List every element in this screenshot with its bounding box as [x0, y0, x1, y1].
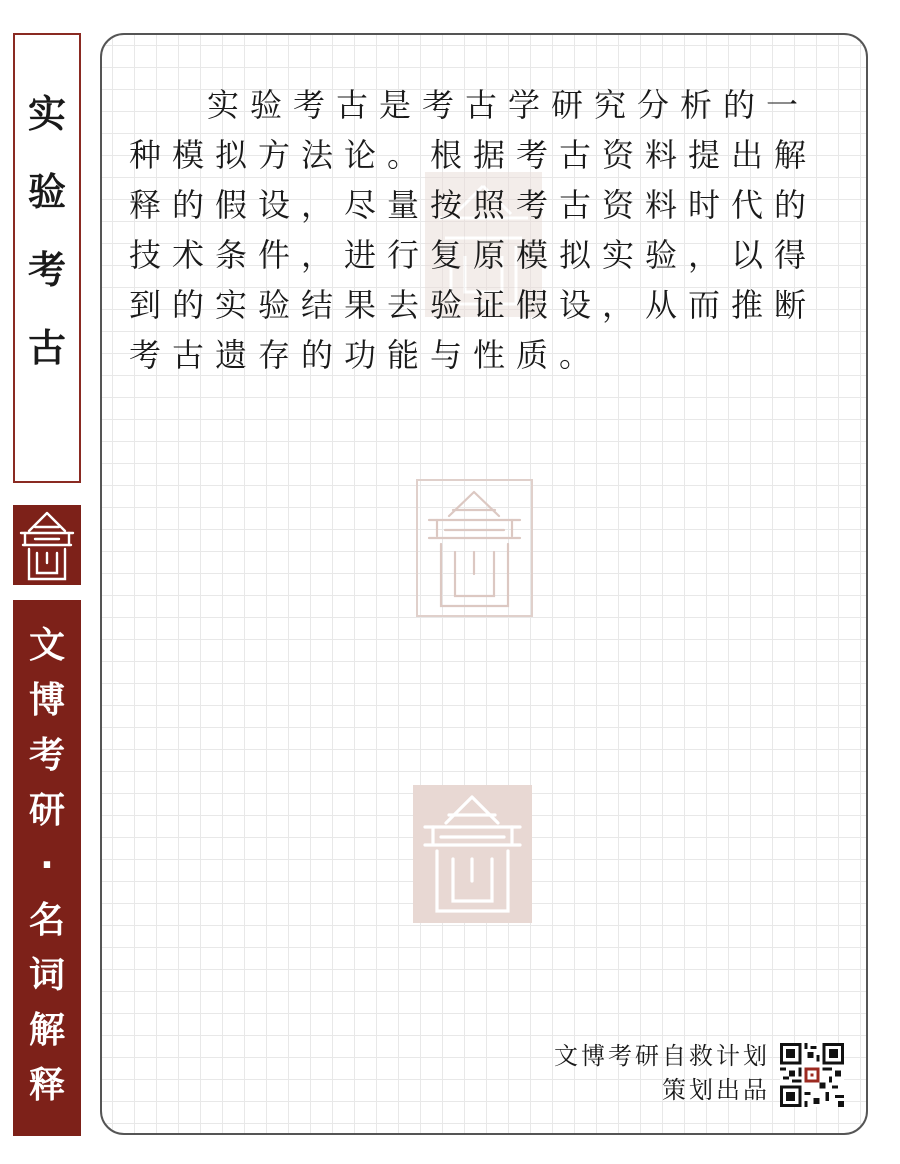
- definition-text: 实验考古是考古学研究分析的一种模拟方法论。根据考古资料提出解释的假设，尽量按照考古资料时代的技术条件，进行复原模拟实验，以得到的实验结果去验证假设，从而推断考古遗存的功能与性质。: [129, 86, 818, 374]
- qr-code-icon[interactable]: [780, 1043, 844, 1107]
- seal-logo-icon: [13, 505, 81, 585]
- banner-char: 考: [28, 735, 65, 776]
- banner-char: 研: [28, 790, 65, 831]
- grid-paper-card: [100, 33, 868, 1135]
- banner-char: 解: [28, 1010, 65, 1051]
- banner-char: 名: [28, 900, 65, 941]
- banner-char: ·: [40, 845, 54, 886]
- credit-line-presents: 策划出品: [662, 1076, 770, 1104]
- banner-char: 文: [28, 625, 65, 666]
- term-title-char: 实: [27, 92, 66, 136]
- banner-char: 释: [28, 1065, 65, 1106]
- banner-char: 词: [28, 955, 65, 996]
- watermark-seal-icon: [413, 785, 532, 923]
- credit-line-producer: 文博考研自救计划: [554, 1042, 770, 1070]
- series-banner: [13, 600, 81, 1136]
- banner-char: 博: [28, 680, 65, 721]
- term-title-char: 考: [27, 248, 66, 292]
- watermark-seal-icon: [415, 478, 534, 618]
- producer-credit: [554, 1039, 770, 1107]
- term-title-box: [13, 33, 81, 483]
- term-title-char: 验: [27, 170, 66, 214]
- term-title-char: 古: [27, 326, 66, 370]
